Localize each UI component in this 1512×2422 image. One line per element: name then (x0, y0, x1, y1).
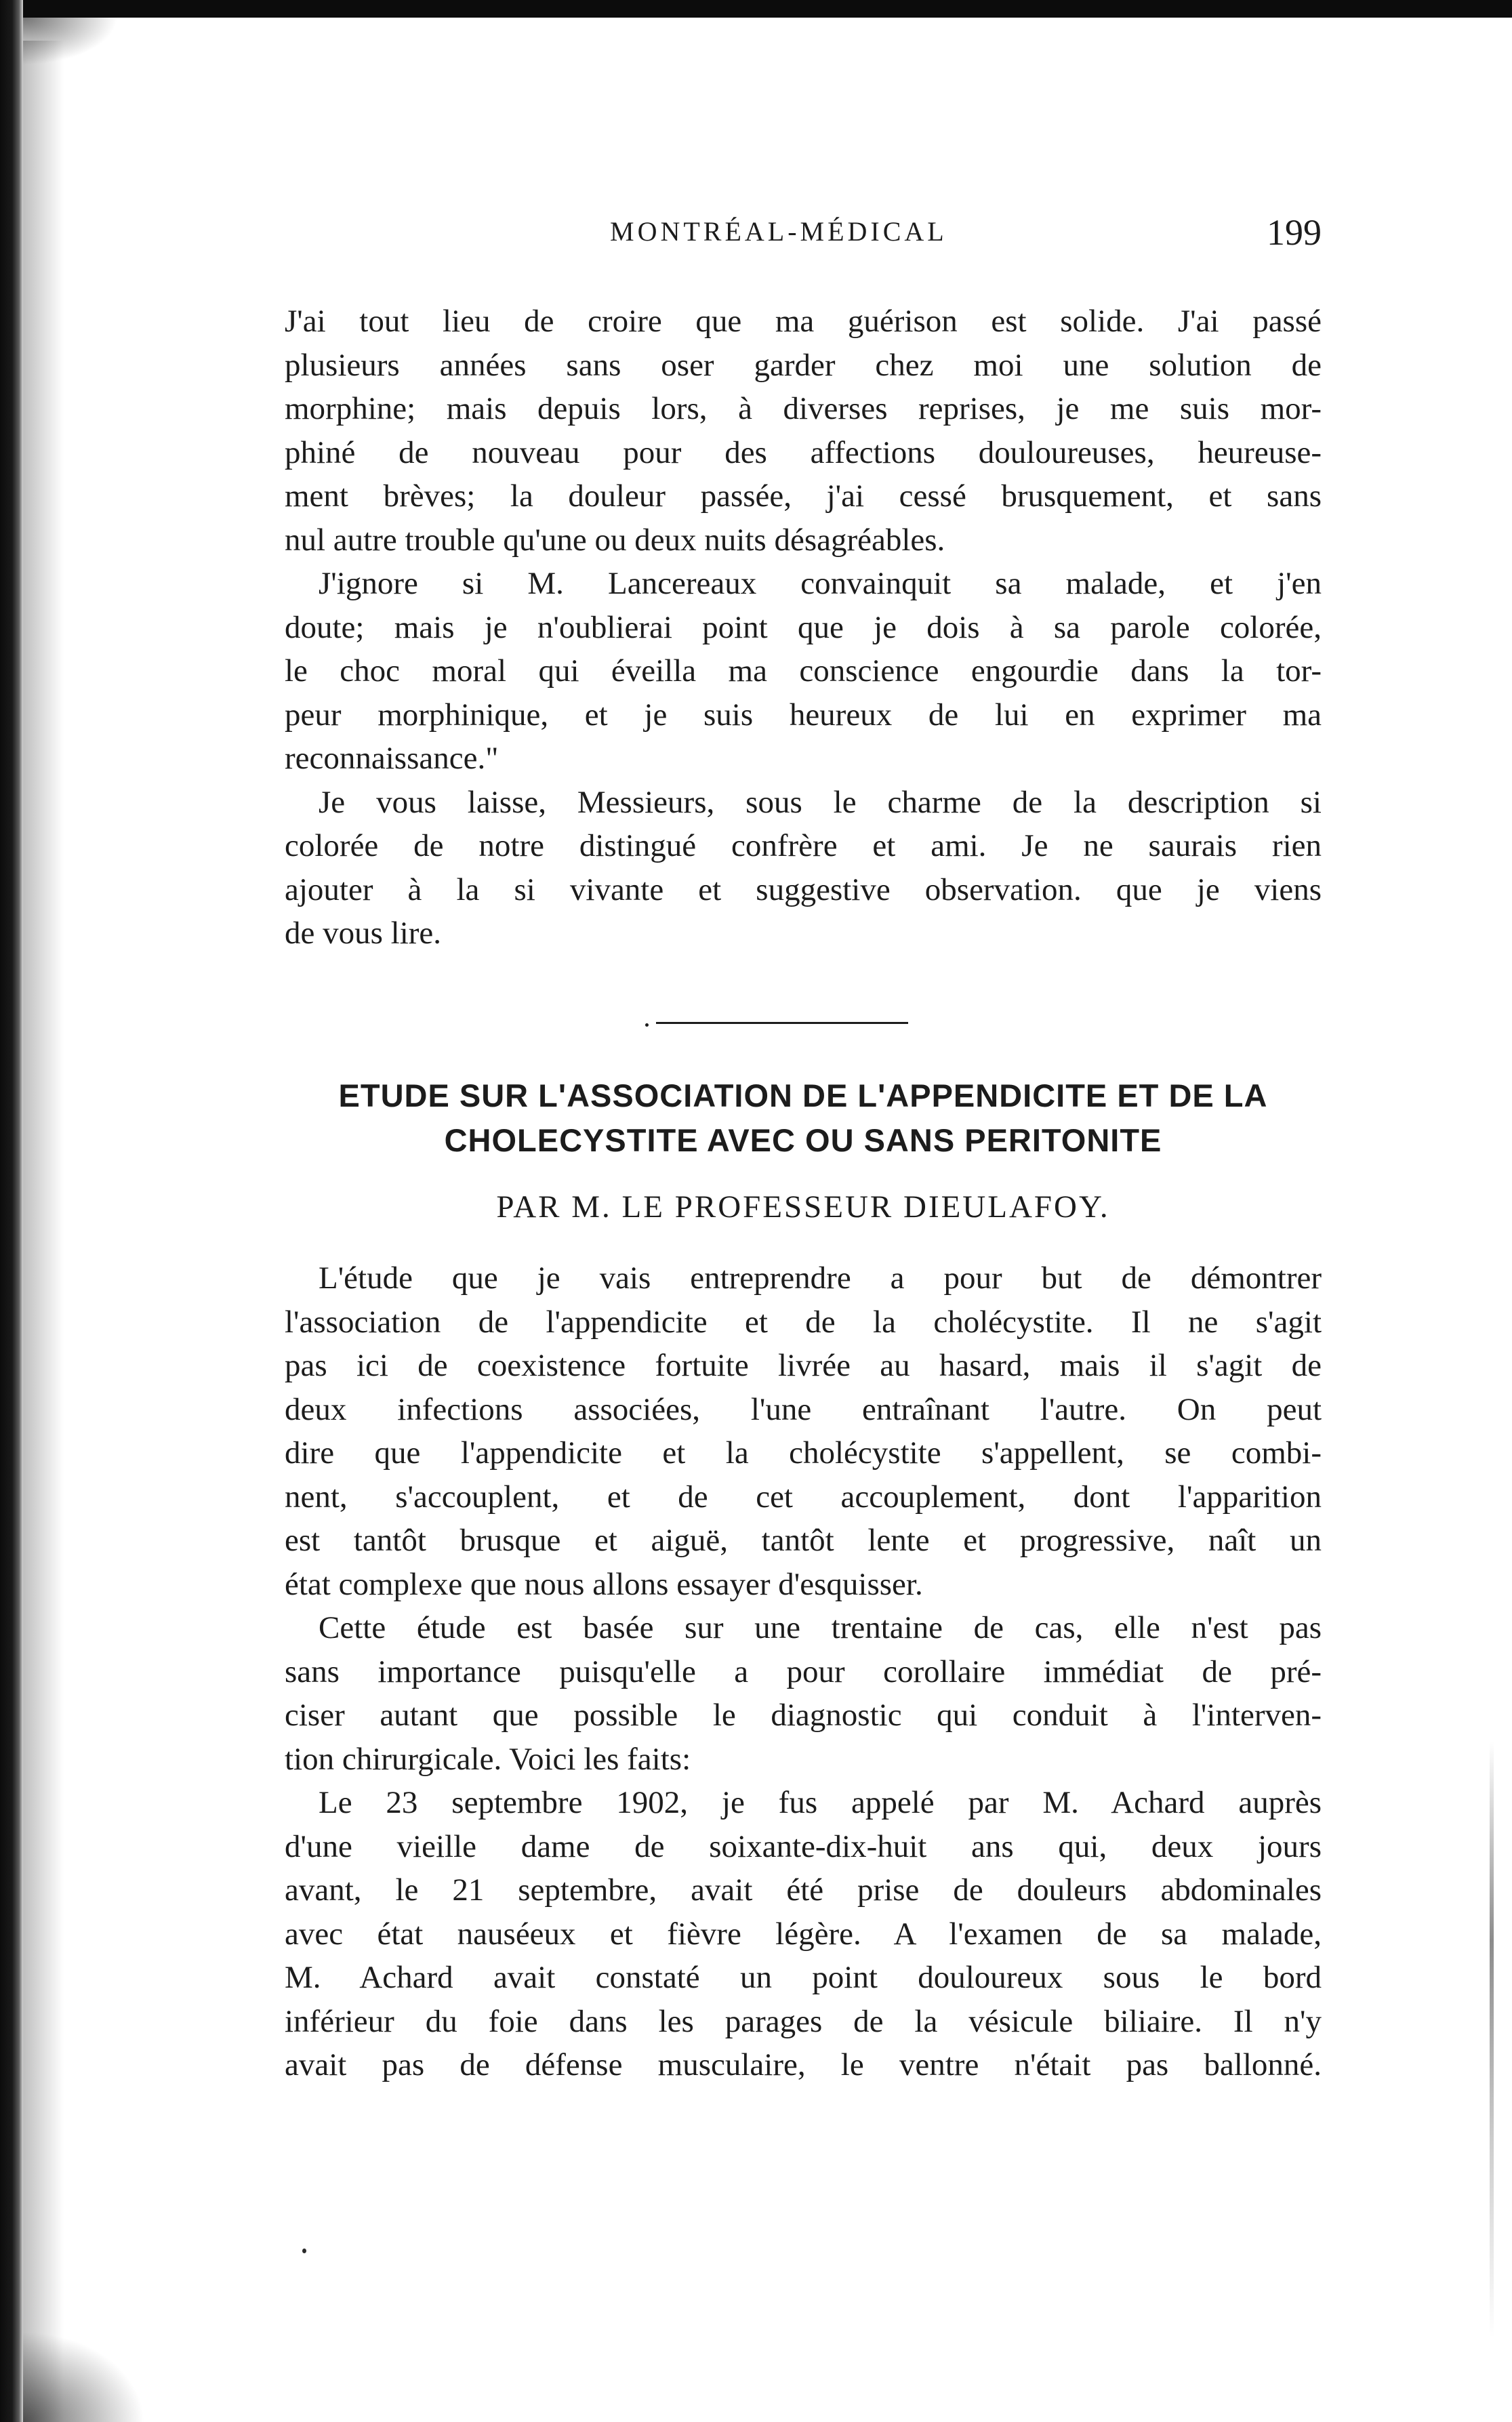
text-line: Le 23 septembre 1902, je fus appelé par M. Achard auprès (319, 1785, 1322, 1820)
text-line: plusieurs années sans oser garder chez moi une solution de (285, 347, 1322, 383)
text-line: avec état nauséeux et fièvre légère. A l'examen de sa malade, (285, 1916, 1322, 1952)
text-line: ajouter à la si vivante et suggestive observation. que je viens (285, 871, 1322, 907)
section-separator (656, 1022, 908, 1024)
text-line: de vous lire. (285, 916, 442, 951)
text-line: ciser autant que possible le diagnostic qui conduit à l'interven- (285, 1698, 1322, 1733)
text-line: avait pas de défense musculaire, le ventre n'était pas ballonné. (285, 2047, 1322, 2082)
text-line: morphine; mais depuis lors, à diverses reprises, je me suis mor- (285, 391, 1322, 426)
text-line: est tantôt brusque et aiguë, tantôt lente et progressive, naît un (285, 1523, 1322, 1558)
text-line: J'ignore si M. Lancereaux convainquit sa malade, et j'en (319, 566, 1322, 601)
page-number: 199 (1267, 212, 1322, 253)
text-line: dire que l'appendicite et la cholécystite s'appellent, se combi- (285, 1435, 1322, 1471)
article-text (285, 1256, 1322, 2087)
text-line: Cette étude est basée sur une trentaine de cas, elle n'est pas (319, 1610, 1322, 1645)
separator-dot (645, 1023, 649, 1027)
scan-right-mark (1490, 1742, 1494, 2338)
text-line: ment brèves; la douleur passée, j'ai cessé brusquement, et sans (285, 478, 1322, 514)
scan-corner-top (23, 18, 118, 65)
text-line: tion chirurgicale. Voici les faits: (285, 1741, 691, 1777)
article-title-line-1: ETUDE SUR L'ASSOCIATION DE L'APPENDICITE ET DE LA (338, 1077, 1268, 1113)
text-line: phiné de nouveau pour des affections douloureuses, heureuse- (285, 434, 1322, 470)
text-line: pas ici de coexistence fortuite livrée au hasard, mais il s'agit de (285, 1348, 1322, 1383)
text-line: d'une vieille dame de soixante-dix-huit ans qui, deux jours (285, 1828, 1322, 1864)
text-line: avant, le 21 septembre, avait été prise de douleurs abdominales (285, 1872, 1322, 1908)
text-line: J'ai tout lieu de croire que ma guérison est solide. J'ai passé (285, 304, 1322, 339)
article-title-line-2: CHOLECYSTITE AVEC OU SANS PERITONITE (444, 1122, 1162, 1158)
text-line: nent, s'accouplent, et de cet accouplement, dont l'apparition (285, 1479, 1322, 1515)
text-line: inférieur du foie dans les parages de la vésicule biliaire. Il n'y (285, 2003, 1322, 2039)
text-line: Je vous laisse, Messieurs, sous le charme de la description si (319, 784, 1322, 820)
stray-mark (302, 2249, 306, 2253)
text-line: le choc moral qui éveilla ma conscience engourdie dans la tor- (285, 653, 1322, 689)
article-title (285, 1073, 1322, 1163)
text-line: l'association de l'appendicite et de la cholécystite. Il ne s'agit (285, 1304, 1322, 1340)
text-line: L'étude que je vais entreprendre a pour but de démontrer (319, 1260, 1322, 1296)
text-line: peur morphinique, et je suis heureux de lui en exprimer ma (285, 697, 1322, 733)
scan-border-top (0, 0, 1512, 18)
text-line: reconnaissance." (285, 741, 499, 776)
text-line: sans importance puisqu'elle a pour corollaire immédiat de pré- (285, 1654, 1322, 1689)
article-byline: PAR M. LE PROFESSEUR DIEULAFOY. (496, 1189, 1110, 1225)
text-line: nul autre trouble qu'une ou deux nuits désagréables. (285, 522, 945, 558)
scan-shadow-left (23, 41, 64, 2422)
running-head: MONTRÉAL-MÉDICAL (610, 216, 947, 247)
text-line: état complexe que nous allons essayer d'esquisser. (285, 1566, 923, 1602)
scan-corner-bottom (23, 2331, 145, 2422)
text-line: colorée de notre distingué confrère et ami. Je ne saurais rien (285, 828, 1322, 863)
text-line: doute; mais je n'oublierai point que je dois à sa parole colorée, (285, 609, 1322, 645)
text-line: deux infections associées, l'une entraînant l'autre. On peut (285, 1391, 1322, 1427)
scan-border-left (0, 0, 23, 2422)
page-header (610, 212, 1322, 256)
text-line: M. Achard avait constaté un point douloureux sous le bord (285, 1960, 1322, 1995)
letter-text (285, 300, 1322, 956)
